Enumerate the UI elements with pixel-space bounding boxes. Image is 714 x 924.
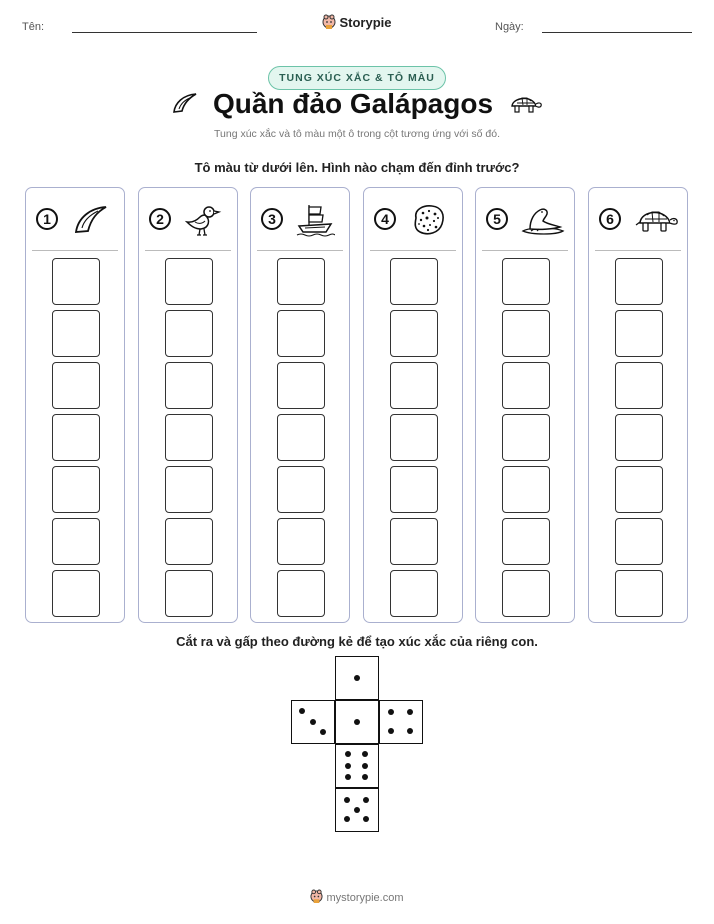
color-cell[interactable] — [52, 518, 100, 565]
date-line[interactable] — [542, 32, 692, 33]
page-title: Quần đảo Galápagos — [212, 88, 494, 119]
color-cell[interactable] — [165, 414, 213, 461]
color-cell[interactable] — [502, 362, 550, 409]
column-number: 4 — [374, 208, 396, 230]
color-cell[interactable] — [390, 310, 438, 357]
column-header — [476, 202, 574, 238]
claw-icon — [171, 90, 199, 122]
color-cell[interactable] — [502, 258, 550, 305]
color-cell[interactable] — [277, 466, 325, 513]
column-divider — [595, 250, 681, 251]
instruction-bottom: Cắt ra và gấp theo đường kẻ để tạo xúc xắc của riêng con. — [176, 634, 538, 649]
column-number: 6 — [599, 208, 621, 230]
color-cell[interactable] — [52, 570, 100, 617]
color-cell[interactable] — [615, 362, 663, 409]
column-2 — [138, 187, 238, 623]
column-divider — [370, 250, 456, 251]
color-cell[interactable] — [165, 466, 213, 513]
column-header — [364, 202, 462, 238]
brand-name: Storypie — [339, 14, 392, 30]
column-number: 3 — [261, 208, 283, 230]
lava-rock-icon — [408, 202, 454, 238]
color-cell[interactable] — [52, 362, 100, 409]
color-cell[interactable] — [390, 466, 438, 513]
sea-lion-icon — [520, 202, 566, 238]
die-face-4 — [379, 700, 423, 744]
color-cell[interactable] — [502, 466, 550, 513]
die-pip — [362, 774, 368, 780]
ship-icon — [295, 202, 341, 238]
color-cell[interactable] — [52, 466, 100, 513]
brand — [0, 14, 714, 33]
color-cell[interactable] — [165, 518, 213, 565]
die-pip — [363, 797, 369, 803]
color-cell[interactable] — [390, 570, 438, 617]
color-cell[interactable] — [502, 414, 550, 461]
page-title-row — [0, 88, 714, 122]
color-cell[interactable] — [390, 518, 438, 565]
storypie-logo-icon — [310, 889, 323, 907]
die-pip — [388, 728, 394, 734]
column-header — [251, 202, 349, 238]
die-pip — [345, 774, 351, 780]
column-header — [139, 202, 237, 238]
column-header — [26, 202, 124, 238]
column-header — [589, 202, 687, 238]
color-cell[interactable] — [615, 466, 663, 513]
badge-text: TUNG XÚC XẮC & TÔ MÀU — [268, 66, 446, 90]
die-pip — [310, 719, 316, 725]
die-pip — [345, 763, 351, 769]
column-1 — [25, 187, 125, 623]
column-number: 1 — [36, 208, 58, 230]
color-cell[interactable] — [165, 570, 213, 617]
color-cell[interactable] — [277, 362, 325, 409]
color-cell[interactable] — [52, 258, 100, 305]
color-cell[interactable] — [615, 258, 663, 305]
color-cell[interactable] — [615, 570, 663, 617]
die-pip — [354, 807, 360, 813]
column-3 — [250, 187, 350, 623]
die-pip — [362, 763, 368, 769]
color-cell[interactable] — [277, 310, 325, 357]
die-pip — [363, 816, 369, 822]
die-pip — [388, 709, 394, 715]
die-pip — [407, 728, 413, 734]
color-cell[interactable] — [165, 258, 213, 305]
die-face-5 — [335, 788, 379, 832]
column-6 — [588, 187, 688, 623]
color-cell[interactable] — [165, 310, 213, 357]
die-pip — [299, 708, 305, 714]
tortoise-icon — [507, 90, 543, 122]
color-cell[interactable] — [615, 414, 663, 461]
die-pip — [354, 719, 360, 725]
color-cell[interactable] — [277, 570, 325, 617]
die-face-1 — [335, 700, 379, 744]
color-cell[interactable] — [52, 414, 100, 461]
color-cell[interactable] — [615, 518, 663, 565]
instruction-top: Tô màu từ dưới lên. Hình nào chạm đến đỉnh trước? — [194, 160, 520, 175]
column-number: 2 — [149, 208, 171, 230]
die-pip — [354, 675, 360, 681]
die-pip — [362, 751, 368, 757]
bird-icon — [183, 202, 229, 238]
color-cell[interactable] — [390, 258, 438, 305]
tortoise-icon — [633, 202, 679, 238]
color-cell[interactable] — [390, 362, 438, 409]
column-5 — [475, 187, 575, 623]
column-divider — [257, 250, 343, 251]
color-cell[interactable] — [277, 518, 325, 565]
column-divider — [482, 250, 568, 251]
column-number: 5 — [486, 208, 508, 230]
color-cell[interactable] — [277, 258, 325, 305]
footer-url: mystorypie.com — [326, 891, 404, 904]
die-pip — [320, 729, 326, 735]
color-cell[interactable] — [502, 518, 550, 565]
claw-icon — [70, 202, 116, 238]
die-face-1 — [335, 656, 379, 700]
die-pip — [407, 709, 413, 715]
date-label: Ngày: — [495, 21, 524, 33]
name-label: Tên: — [22, 21, 45, 33]
footer — [0, 889, 714, 907]
column-divider — [145, 250, 231, 251]
color-cell[interactable] — [277, 414, 325, 461]
color-cell[interactable] — [502, 570, 550, 617]
column-4 — [363, 187, 463, 623]
die-face-6 — [335, 744, 379, 788]
color-cell[interactable] — [615, 310, 663, 357]
die-pip — [345, 751, 351, 757]
die-pip — [344, 797, 350, 803]
storypie-logo-icon — [322, 14, 336, 33]
color-cell[interactable] — [502, 310, 550, 357]
color-cell[interactable] — [165, 362, 213, 409]
color-cell[interactable] — [52, 310, 100, 357]
die-face-3 — [291, 700, 335, 744]
column-divider — [32, 250, 118, 251]
badge — [0, 66, 714, 90]
die-pip — [344, 816, 350, 822]
color-cell[interactable] — [390, 414, 438, 461]
subtitle: Tung xúc xắc và tô màu một ô trong cột tương ứng với số đó. — [214, 128, 500, 140]
